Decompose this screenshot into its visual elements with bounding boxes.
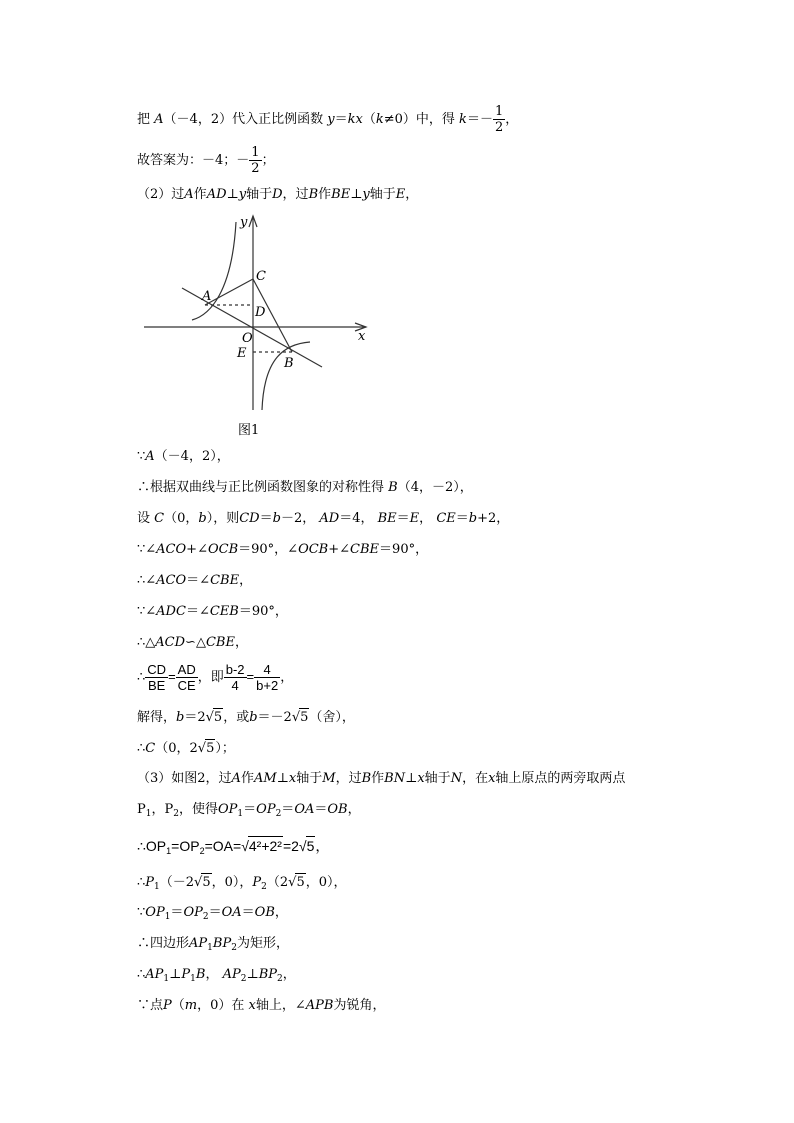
sqrt: √4²+2² — [241, 838, 282, 854]
line-rectangle: ∴四边形$AP_1BP_2$为矩形， — [137, 936, 289, 953]
label-b: B — [284, 356, 294, 371]
line-part3: （3）如图2，过A作AM⊥x轴于M，过B作BN⊥x轴于N，在x轴上原点的两旁取两点 — [137, 771, 626, 786]
line-op-value: $\therefore OP_1=OP_2=OA=√4^2+2^2=2√5$， — [137, 838, 330, 856]
line-set-c: 设 C（0，b），则CD＝b－2， AD＝4， BE＝E， CE＝b+2， — [137, 511, 510, 526]
line-substitution: 把 A（－4，2）代入正比例函数 y＝kx（k≠0）中，得 k＝－ $\frac{1}{2}$ ， — [137, 104, 519, 135]
line-p-coords: $\therefore P_1(-2√5$，0），$P_2(2√5$，0）， — [137, 875, 347, 892]
figure-1 — [140, 212, 380, 442]
sqrt: √5 — [298, 838, 315, 854]
label-y: y — [240, 215, 248, 230]
line-symmetry: ∴根据双曲线与正比例函数图象的对称性得 B（4，－2）， — [137, 480, 473, 495]
segment-ac — [205, 279, 253, 305]
label-e: E — [237, 346, 247, 361]
line-part2: （2）过A作AD⊥y轴于D，过B作BE⊥y轴于E， — [137, 187, 419, 202]
sqrt: √5 — [197, 741, 215, 756]
line-angles-equal: ∴∠ACO＝∠CBE， — [137, 573, 253, 588]
label-x: x — [358, 329, 366, 344]
line-c-coord: ∴C（0，2√5）； — [137, 741, 235, 756]
label-d: D — [255, 305, 266, 320]
sqrt: √5 — [205, 710, 223, 725]
line-ratio: ∴ $\frac{CD}{BE}$ = $\frac{AD}{CE}$ ，即 $\frac{b-2}{4}$ = $\frac{4}{b+2}$ ， — [137, 662, 294, 693]
sqrt: √5 — [291, 710, 309, 725]
line-p1-p2: $P_1$，$P_2$，使得$OP_1=OP_2=OA=OB$， — [137, 802, 361, 819]
fraction-half: $\frac{1}{2}$ — [494, 104, 504, 135]
sqrt: √5 — [194, 875, 211, 890]
line-right-angles: ∵∠ADC＝∠CEB＝90°， — [137, 604, 288, 619]
line-perpendicular: $\therefore AP_1\perp P_1B$， $AP_2\perp BP_2$， — [137, 967, 296, 984]
sqrt: √5 — [288, 875, 305, 890]
label-a: A — [202, 289, 212, 304]
fraction-half: $\frac{1}{2}$ — [251, 145, 260, 176]
fraction-ad-ce: $\frac{AD}{CE}$ — [177, 662, 196, 693]
line-equal-lengths: $\because OP_1=OP_2=OA=OB$， — [137, 905, 288, 922]
line-solve: 解得，b＝2√5，或b＝－2√5（舍）， — [137, 710, 355, 725]
label-c: C — [256, 269, 266, 284]
line-similar: ∴△ACD∽△CBE， — [137, 635, 248, 650]
label-o: O — [242, 331, 253, 346]
fraction-4-b-plus-2: $\frac{4}{b+2}$ — [256, 662, 279, 693]
line-given-a: ∵A（－4，2）， — [137, 449, 230, 464]
line-acute-angle: ∵点P（m，0）在 x轴上，∠APB为锐角， — [137, 998, 386, 1013]
fraction-cd-be: $\frac{CD}{BE}$ — [147, 662, 167, 693]
line-angles-sum: ∵∠ACO+∠OCB＝90°，∠OCB+∠CBE＝90°， — [137, 542, 429, 557]
figure-caption: 图1 — [238, 423, 260, 438]
fraction-b-minus-2: $\frac{b-2}{4}$ — [225, 662, 245, 693]
line-answer: 故答案为：－4；－ $\frac{1}{2}$ ； — [137, 145, 275, 176]
